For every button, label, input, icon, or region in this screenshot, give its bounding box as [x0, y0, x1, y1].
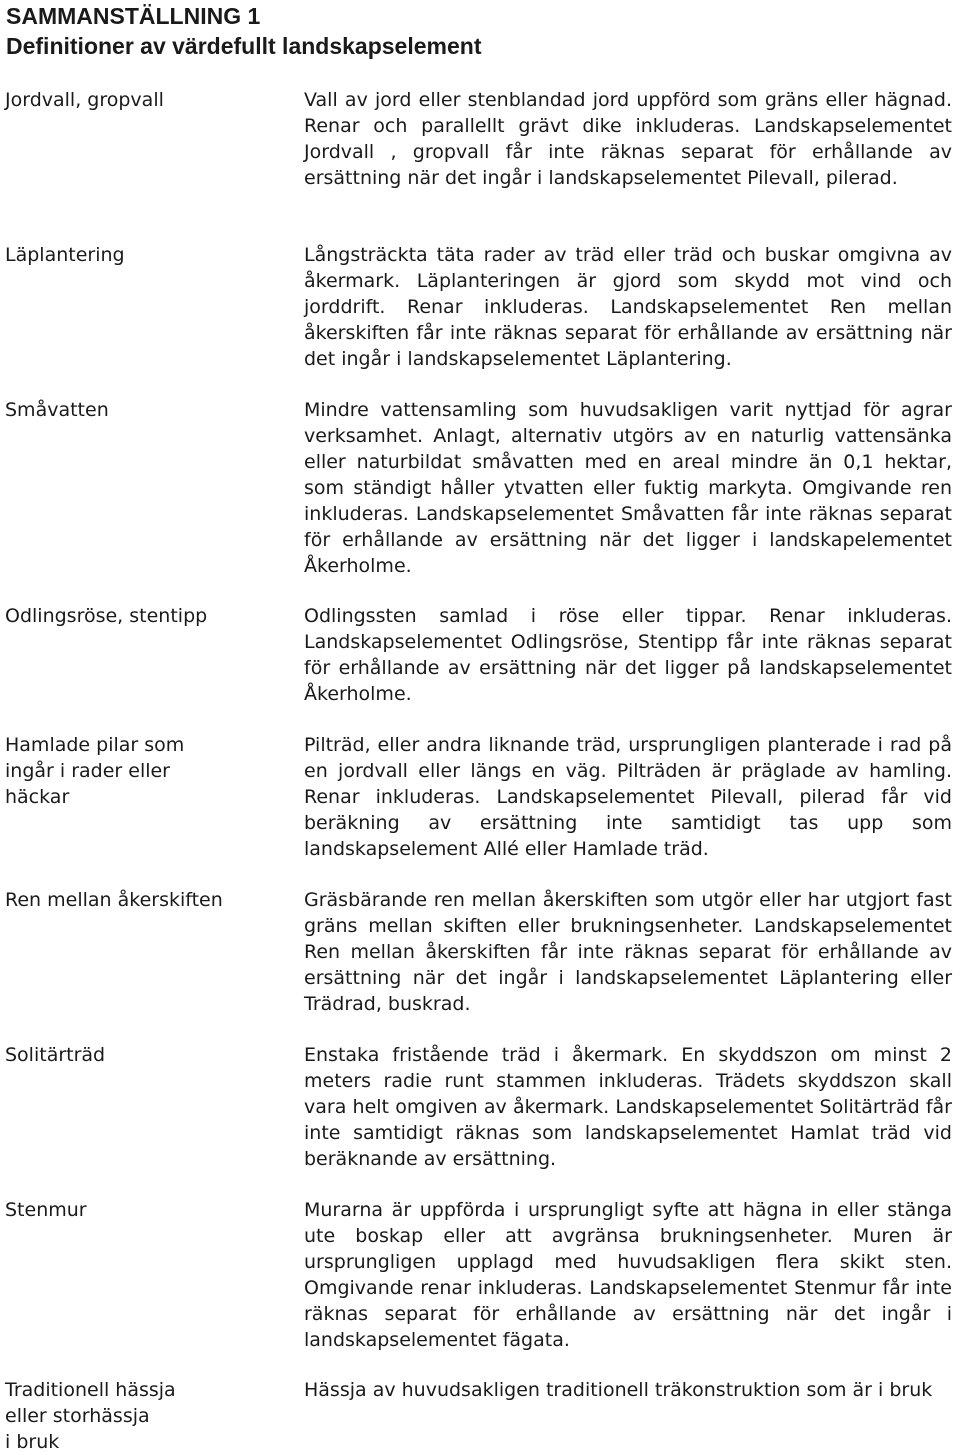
term-hamlade-pilar: Hamlade pilar som ingår i rader eller häckar: [5, 734, 185, 808]
term-jordvall: Jordvall, gropvall: [5, 89, 164, 111]
definition-hamlade-pilar: Pilträd, eller andra liknande träd, ursprungligen planterade i rad på en jordvall eller längs en väg. Pilträden är präglade av hamling. Renar inkluderas. Landskapselementet Pilevall, pilerad får vid beräkning av ersättning inte samtidigt tas upp som landskapselement Allé eller Hamlade träd.: [304, 734, 952, 860]
definition-odlingsrose: Odlingssten samlad i röse eller tippar. Renar inkluderas. Landskapselementet Odlingsröse, Stentipp får inte räknas separat för erhållande av ersättning när det ligger på landskapselementet Åkerholme.: [304, 605, 952, 705]
definition-smavatten: Mindre vattensamling som huvudsakligen varit nyttjad för agrar verksamhet. Anlagt, alternativ utgörs av en naturlig vattensänka eller naturbildat småvatten med en areal mindre än 0,1 hektar, som ständigt håller ytvatten eller fuktig markyta. Omgivande ren inkluderas. Landskapselementet Småvatten får inte räknas separat för erhållande av ersättning när det ligger i landskapelementet Åkerholme.: [304, 399, 952, 577]
term-hassja: Traditionell hässja eller storhässja i bruk: [5, 1379, 176, 1453]
definition-hassja: Hässja av huvudsakligen traditionell träkonstruktion som är i bruk: [304, 1379, 933, 1401]
term-ren-mellan-akerskiften: Ren mellan åkerskiften: [5, 889, 223, 911]
term-laplantering: Läplantering: [5, 244, 125, 266]
document-title: SAMMANSTÄLLNING 1: [6, 3, 261, 29]
term-odlingsrose: Odlingsröse, stentipp: [5, 605, 208, 627]
document-subtitle: Definitioner av värdefullt landskapselement: [6, 33, 482, 59]
definition-jordvall: Vall av jord eller stenblandad jord uppförd som gräns eller hägnad. Renar och parallellt grävt dike inkluderas. Landskapselementet Jordvall , gropvall får inte räknas separat för erhållande av ersättning när det ingår i landskapselementet Pilevall, pilerad.: [304, 89, 952, 189]
term-solitartrad: Solitärträd: [5, 1044, 106, 1066]
term-stenmur: Stenmur: [5, 1199, 87, 1221]
definition-stenmur: Murarna är uppförda i ursprungligt syfte att hägna in eller stänga ute boskap eller att avgränsa brukningsenheter. Muren är ursprungligen upplagd med huvudsakligen flera skikt sten. Omgivande renar inkluderas. Landskapselementet Stenmur får inte räknas separat för erhållande av ersättning när det ingår i landskapselementet fägata.: [304, 1199, 952, 1351]
definition-laplantering: Långsträckta täta rader av träd eller träd och buskar omgivna av åkermark. Läplanteringen är gjord som skydd mot vind och jorddrift. Renar inkluderas. Landskapselementet Ren mellan åkerskiften får inte räknas separat för erhållande av ersättning när det ingår i landskapselementet Läplantering.: [304, 244, 952, 370]
term-smavatten: Småvatten: [5, 399, 109, 421]
definition-ren-mellan-akerskiften: Gräsbärande ren mellan åkerskiften som utgör eller har utgjort fast gräns mellan skiften eller brukningsenheter. Landskapselementet Ren mellan åkerskiften får inte räknas separat för erhållande av ersättning när det ingår i landskapselementet Läplantering eller Trädrad, buskrad.: [304, 889, 952, 1015]
definition-solitartrad: Enstaka fristående träd i åkermark. En skyddszon om minst 2 meters radie runt stammen inkluderas. Trädets skyddszon skall vara helt omgiven av åkermark. Landskapselementet Solitärträd får inte samtidigt räknas som landskapselementet Hamlat träd vid beräknande av ersättning.: [304, 1044, 952, 1170]
